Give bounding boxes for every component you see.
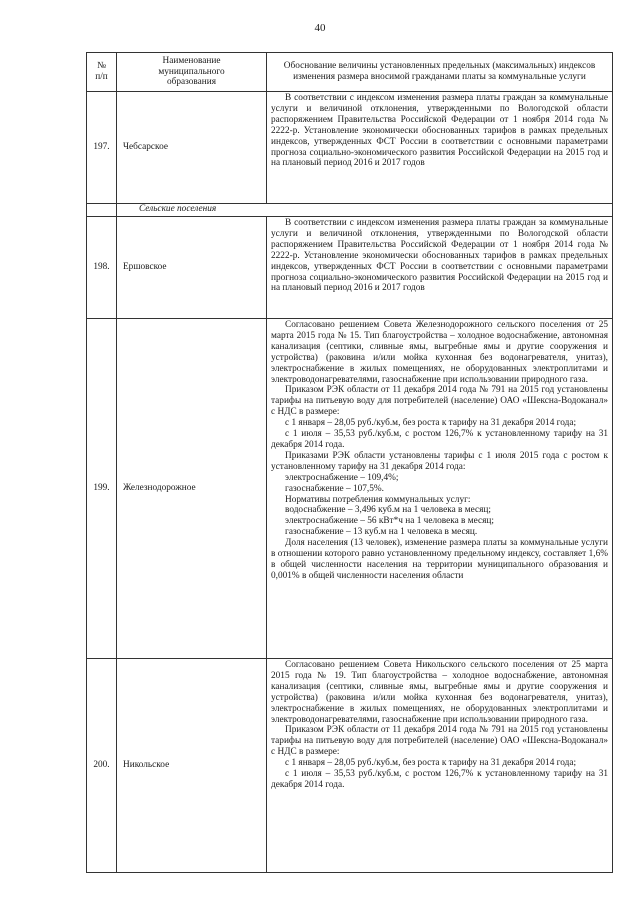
paragraph: Согласовано решением Совета Никольского сельского поселения от 25 марта 2015 года № 19. Тип благоустройства – холодное водоснабжение, автономная канализация (септики, сливные ямы, выгребные ямы и другие сооружения и устройства) (раковина и/или мойка кухонная без водонагревателя, унитаз), электроснабжение в жилых помещениях, не оборудованных электроплитами и электроводонагревателями, газоснабжение при использовании природного газа. xyxy=(271,660,608,725)
table-row xyxy=(87,92,613,204)
header-justification xyxy=(267,53,613,92)
paragraph: Приказом РЭК области от 11 декабря 2014 года № 791 на 2015 год установлены тарифы на питьевую воду для потребителей (население) ОАО «Шексна-Водоканал» с НДС в размере: xyxy=(271,385,608,418)
paragraph: газоснабжение – 13 куб.м на 1 человека в месяц. xyxy=(285,527,478,538)
tariff-table xyxy=(86,52,613,873)
header-municipality xyxy=(117,53,267,92)
paragraph: электроснабжение – 56 кВт*ч на 1 человека в месяц; xyxy=(285,516,494,527)
header-number-text: № п/п xyxy=(95,61,108,82)
paragraph: водоснабжение – 3,496 куб.м на 1 человека в месяц; xyxy=(285,505,491,516)
justification-cell xyxy=(267,319,613,659)
municipality-name: Никольское xyxy=(117,659,267,873)
paragraph: с 1 января – 28,05 руб./куб.м, без роста к тарифу на 31 декабря 2014 года; xyxy=(285,418,577,429)
row-number: 198. xyxy=(87,217,117,319)
paragraph: Доля населения (13 человек), изменение размера платы за коммунальные услуги в отношении которого равно установленному предельному индексу, составляет 1,6% в общей численности населения на территории муниципального образования и 0,001% в общей численности населения области xyxy=(271,538,608,581)
group-row xyxy=(87,204,613,217)
paragraph: электроснабжение – 109,4%; xyxy=(285,472,399,483)
municipality-name: Железнодорожное xyxy=(117,319,267,659)
row-number: 199. xyxy=(87,319,117,659)
table-header-row xyxy=(87,53,613,92)
header-justification-text: Обоснование величины установленных предельных (максимальных) индексов изменения размера вносимой гражданами платы за коммунальные услуги xyxy=(283,61,596,82)
header-number xyxy=(87,53,117,92)
table-row xyxy=(87,319,613,659)
municipality-name: Ершовское xyxy=(117,217,267,319)
justification-cell xyxy=(267,659,613,873)
group-empty-cell xyxy=(87,204,117,217)
paragraph: с 1 июля – 35,53 руб./куб.м, с ростом 126,7% к установленному тарифу на 31 декабря 2014 года. xyxy=(271,769,608,790)
row-number: 200. xyxy=(87,659,117,873)
paragraph: газоснабжение – 107,5%. xyxy=(285,483,384,494)
paragraph: В соответствии с индексом изменения размера платы граждан за коммунальные услуги и величиной отклонения, утвержденными по Вологодской области распоряжением Правительства Российской Федерации от 1 ноября 2014 года № 2222-р. Установление экономически обоснованных тарифов в рамках предельных индексов, утвержденных ФСТ России в соответствии с основными параметрами прогноза социально-экономического развития Российской Федерации на 2015 год и на плановый период 2016 и 2017 годов xyxy=(271,218,608,294)
justification-cell xyxy=(267,217,613,319)
paragraph: с 1 июля – 35,53 руб./куб.м, с ростом 126,7% к установленному тарифу на 31 декабря 2014 года. xyxy=(271,429,608,450)
paragraph: Приказом РЭК области от 11 декабря 2014 года № 791 на 2015 год установлены тарифы на питьевую воду для потребителей (население) ОАО «Шексна-Водоканал» с НДС в размере: xyxy=(271,725,608,758)
paragraph: с 1 января – 28,05 руб./куб.м, без роста к тарифу на 31 декабря 2014 года; xyxy=(285,758,577,769)
paragraph: Согласовано решением Совета Железнодорожного сельского поселения от 25 марта 2015 года № 15. Тип благоустройства – холодное водоснабжение, автономная канализация (септики, сливные ямы, выгребные ямы и другие сооружения и устройства) (раковина и/или мойка кухонная без водонагревателя, унитаз), электроснабжение в жилых помещениях, не оборудованных электроплитами и электроводонагревателями, газоснабжение при использовании природного газа. xyxy=(271,320,608,385)
header-municipality-text: Наименование муниципального образования xyxy=(158,55,225,88)
group-label: Сельские поселения xyxy=(117,204,613,217)
municipality-name: Чебсарское xyxy=(117,92,267,204)
justification-cell xyxy=(267,92,613,204)
paragraph: Нормативы потребления коммунальных услуг: xyxy=(285,494,471,505)
paragraph: В соответствии с индексом изменения размера платы граждан за коммунальные услуги и величиной отклонения, утвержденными по Вологодской области распоряжением Правительства Российской Федерации от 1 ноября 2014 года № 2222-р. Установление экономически обоснованных тарифов в рамках предельных индексов, утвержденных ФСТ России в соответствии с основными параметрами прогноза социально-экономического развития Российской Федерации на 2015 год и на плановый период 2016 и 2017 годов xyxy=(271,93,608,169)
paragraph: Приказами РЭК области установлены тарифы с 1 июля 2015 года с ростом к установленному тарифу на 31 декабря 2014 года: xyxy=(271,450,608,472)
page-number: 40 xyxy=(314,22,326,34)
row-number: 197. xyxy=(87,92,117,204)
table-row xyxy=(87,659,613,873)
table-row xyxy=(87,217,613,319)
